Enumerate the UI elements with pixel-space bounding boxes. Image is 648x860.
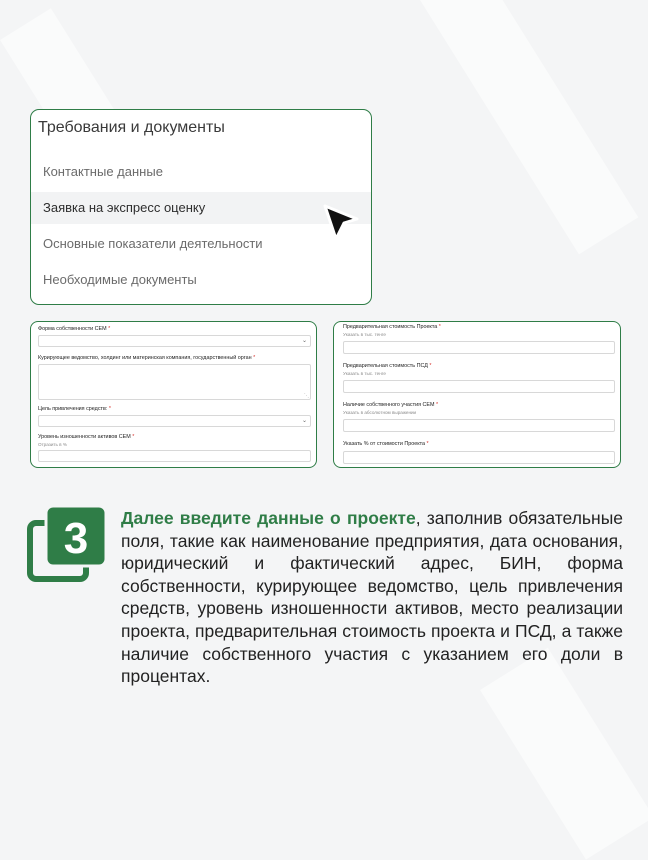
project-cost-input[interactable] xyxy=(343,341,615,354)
psd-cost-label: Предварительная стоимость ПСД * xyxy=(343,363,432,369)
form-card-project xyxy=(333,321,621,468)
menu-item-contacts[interactable] xyxy=(31,156,371,188)
ownership-select[interactable] xyxy=(38,335,311,347)
chevron-down-icon: ⌄ xyxy=(301,418,307,424)
percent-label: Указать % от стоимости Проекта * xyxy=(343,441,429,447)
ministry-textarea[interactable] xyxy=(38,364,311,400)
step-number-badge xyxy=(26,503,110,583)
menu-item-label: Необходимые документы xyxy=(43,272,197,287)
own-part-input[interactable] xyxy=(343,419,615,432)
mouse-cursor-icon xyxy=(322,203,360,243)
own-part-label: Наличие собственного участия СЕМ * xyxy=(343,402,439,408)
psd-cost-input[interactable] xyxy=(343,380,615,393)
funding-goal-label: Цель привлечения средств: * xyxy=(38,406,111,412)
ownership-label: Форма собственности СЕМ * xyxy=(38,326,111,332)
resize-handle-icon[interactable]: ⋱ xyxy=(304,393,309,399)
menu-item-label: Основные показатели деятельности xyxy=(43,236,263,251)
requirements-menu-card xyxy=(30,109,372,305)
wear-label: Уровень изношенности активов СЕМ * xyxy=(38,434,135,440)
wear-hint: Отразить в % xyxy=(38,442,67,447)
project-cost-hint: Указать в тыс. тенге xyxy=(343,332,386,337)
own-part-hint: Указать в абсолютном выражении xyxy=(343,410,417,415)
funding-goal-select[interactable] xyxy=(38,415,311,427)
step-text: , заполнив обязательные поля, такие как наименование предприятия, дата основания, юридический и фактический адрес, БИН, форма собственности, курирующее ведомство, цель привлечения средств, уровень изношенности активов, место реализации проекта, предварительная стоимость проекта и ПСД, а также наличие собственного участия с указанием его доли в процентах. xyxy=(121,508,623,687)
step-highlight: Далее введите данные о проекте xyxy=(121,508,416,528)
ministry-label: Курирующее ведомство, холдинг или материнская компания, государственный орган * xyxy=(38,355,256,361)
menu-item-label: Заявка на экспресс оценку xyxy=(43,200,206,215)
menu-item-required-documents[interactable] xyxy=(31,264,371,296)
background-stripe xyxy=(420,0,638,254)
project-cost-label: Предварительная стоимость Проекта * xyxy=(343,324,441,330)
psd-cost-hint: Указать в тыс. тенге xyxy=(343,371,386,376)
form-card-company xyxy=(30,321,317,468)
menu-item-label: Контактные данные xyxy=(43,164,163,179)
percent-input[interactable] xyxy=(343,451,615,464)
step-number: 3 xyxy=(63,514,89,563)
chevron-down-icon: ⌄ xyxy=(301,338,307,344)
wear-input[interactable] xyxy=(38,450,311,462)
menu-item-key-indicators[interactable] xyxy=(31,228,371,260)
menu-title: Требования и документы xyxy=(38,119,225,136)
step-description xyxy=(121,507,623,688)
menu-item-express-application[interactable] xyxy=(31,192,371,224)
